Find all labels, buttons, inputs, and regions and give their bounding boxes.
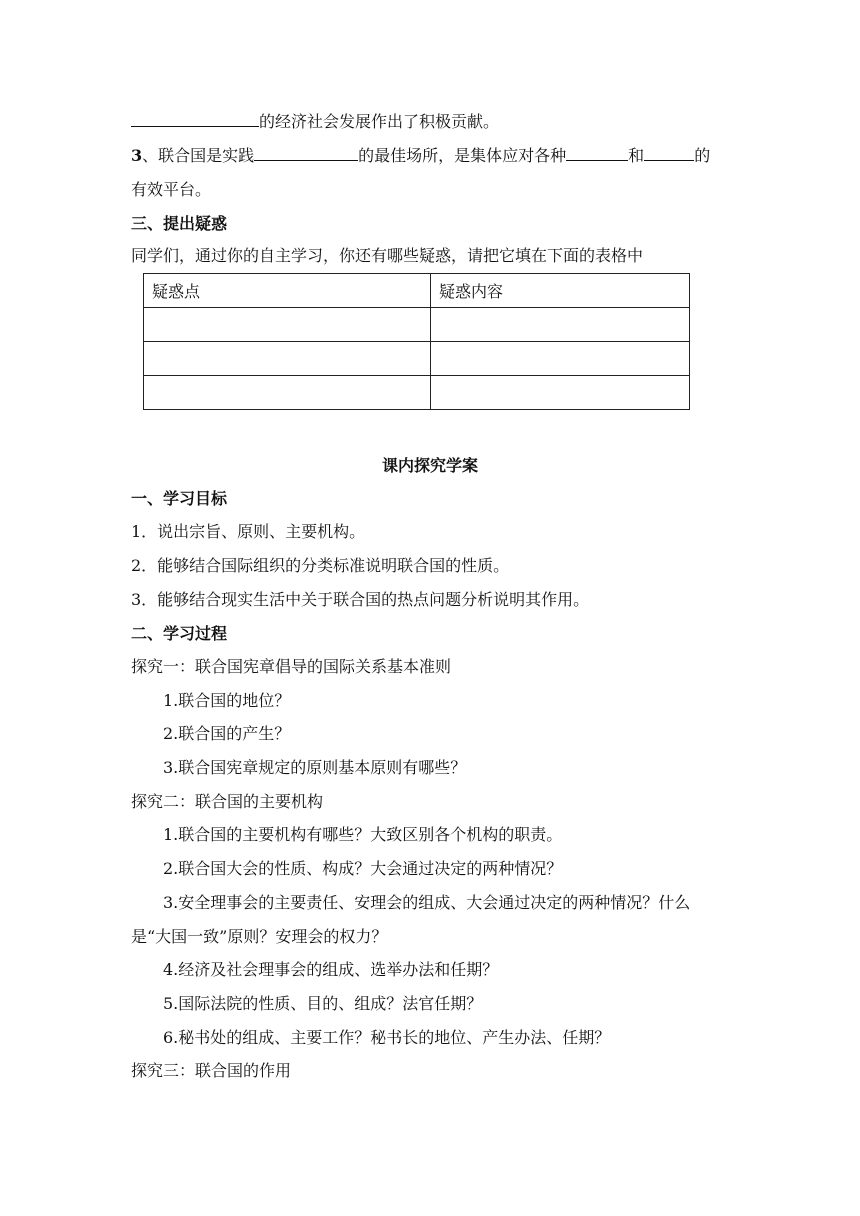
goal-item: 3．能够结合现实生活中关于联合国的热点问题分析说明其作用。 — [131, 590, 590, 609]
review-line-text: 的经济社会发展作出了积极贡献。 — [259, 112, 500, 131]
goal-item: 1．说出宗旨、原则、主要机构。 — [131, 522, 366, 541]
item-text: 的 — [694, 146, 711, 165]
fill-blank[interactable] — [566, 143, 628, 161]
table-cell[interactable] — [144, 376, 431, 410]
explore-2-item: 5.国际法院的性质、目的、组成？法官任期？ — [163, 994, 483, 1013]
table-cell[interactable] — [144, 308, 431, 342]
review-item-3 — [131, 143, 710, 167]
questions-table — [143, 273, 690, 410]
explore-2-item: 2.联合国大会的性质、构成？大会通过决定的两种情况？ — [163, 859, 563, 878]
section-heading-questions: 三、提出疑惑 — [131, 214, 228, 233]
explore-2-item: 3.安全理事会的主要责任、安理会的组成、大会通过决定的两种情况？什么 — [163, 893, 691, 912]
explore-2-item: 4.经济及社会理事会的组成、选举办法和任期？ — [163, 960, 499, 979]
item-text: 的最佳场所，是集体应对各种 — [358, 146, 567, 165]
review-item-3-cont: 有效平台。 — [131, 180, 212, 199]
table-cell[interactable] — [431, 342, 690, 376]
explore-1-title: 探究一：联合国宪章倡导的国际关系基本准则 — [131, 657, 452, 676]
fill-blank[interactable] — [644, 143, 694, 161]
table-row — [144, 308, 690, 342]
table-row — [144, 376, 690, 410]
process-heading: 二、学习过程 — [131, 624, 228, 643]
table-cell[interactable] — [144, 342, 431, 376]
questions-intro: 同学们，通过你的自主学习，你还有哪些疑惑，请把它填在下面的表格中 — [131, 246, 644, 265]
table-cell[interactable] — [431, 308, 690, 342]
inclass-title: 课内探究学案 — [381, 456, 478, 475]
fill-blank[interactable] — [131, 109, 259, 127]
explore-3-title: 探究三：联合国的作用 — [131, 1061, 292, 1080]
fill-blank[interactable] — [254, 143, 358, 161]
table-row — [144, 342, 690, 376]
explore-2-title: 探究二：联合国的主要机构 — [131, 792, 324, 811]
explore-1-item: 3.联合国宪章规定的原则基本原则有哪些？ — [163, 758, 467, 777]
item-number: 3 — [131, 146, 143, 165]
explore-2-item: 6.秘书处的组成、主要工作？秘书长的地位、产生办法、任期？ — [163, 1028, 611, 1047]
explore-1-item: 2.联合国的产生？ — [163, 724, 291, 743]
item-text: 、联合国是实践 — [142, 146, 255, 165]
item-text: 和 — [628, 146, 645, 165]
table-cell[interactable] — [431, 376, 690, 410]
table-header-cell: 疑惑内容 — [431, 274, 690, 308]
explore-2-item: 1.联合国的主要机构有哪些？大致区别各个机构的职责。 — [163, 825, 563, 844]
explore-1-item: 1.联合国的地位？ — [163, 691, 291, 710]
table-header-row — [144, 274, 690, 308]
goals-heading: 一、学习目标 — [131, 489, 228, 508]
table-header-cell: 疑惑点 — [144, 274, 431, 308]
goal-item: 2．能够结合国际组织的分类标准说明联合国的性质。 — [131, 556, 510, 575]
explore-2-item-cont: 是“大国一致”原则？安理会的权力？ — [131, 927, 388, 946]
review-line-continuation — [131, 109, 499, 133]
